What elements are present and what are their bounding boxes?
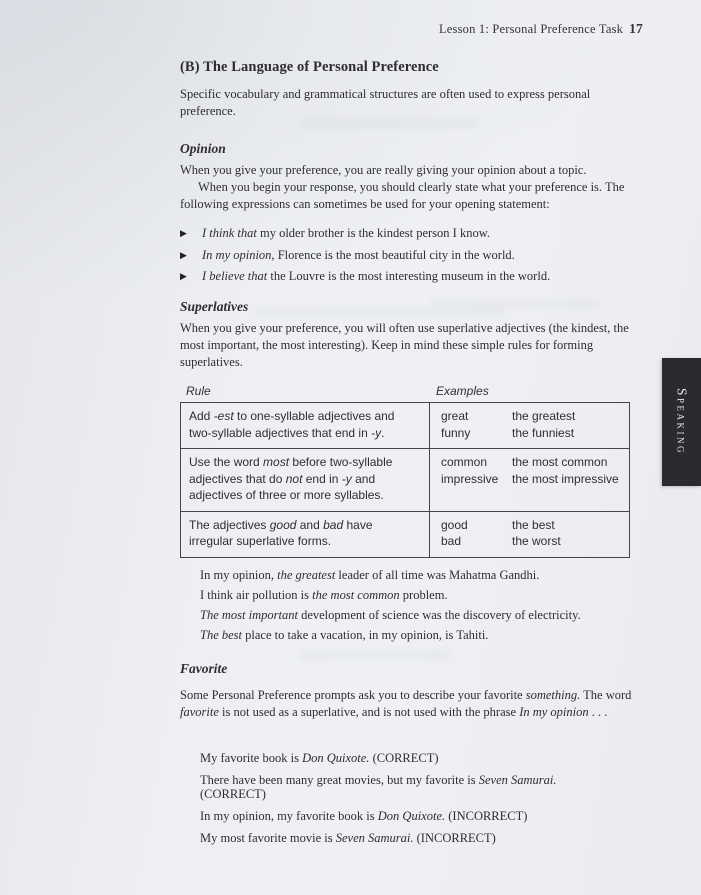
- bullet-text: I think that my older brother is the kindest person I know.: [202, 226, 491, 240]
- favorite-paragraph: Some Personal Preference prompts ask you to describe your favorite something. The word favorite is not used as a superlative, and is not used with the phrase In my opinion . . .: [180, 688, 632, 719]
- table-column-header-examples: Examples: [436, 384, 489, 398]
- page-header: [439, 21, 643, 37]
- examples-cell: [430, 512, 629, 557]
- favorite-example-line: My favorite book is Don Quixote. (CORRECT): [200, 751, 439, 765]
- example-word: bad: [441, 534, 462, 548]
- superlative-example-line: The best place to take a vacation, in my opinion, is Tahiti.: [200, 628, 489, 642]
- triangle-bullet-icon: ▶: [180, 271, 187, 281]
- running-head-title: Lesson 1: Personal Preference Task: [438, 22, 624, 36]
- preference-expression-list: [180, 226, 644, 291]
- example-word: great: [441, 409, 469, 423]
- section-title: (B) The Language of Personal Preference: [180, 59, 439, 75]
- examples-cell: [430, 403, 629, 448]
- bullet-text: In my opinion, Florence is the most beautiful city in the world.: [202, 247, 515, 262]
- rule-cell: Use the word most before two-syllable adjectives that do not end in -y and adjectives of three or more syllables.: [181, 449, 430, 511]
- bullet-item: [180, 269, 644, 284]
- table-row: [181, 403, 629, 449]
- example-result: the most impressive: [512, 471, 619, 486]
- examples-cell: [430, 449, 629, 511]
- favorite-example-line: (CORRECT): [200, 787, 266, 801]
- favorite-example-sentences: [200, 751, 650, 853]
- favorite-example-line: In my opinion, my favorite book is Don Quixote. (INCORRECT): [200, 809, 528, 823]
- superlatives-paragraph: When you give your preference, you will often use superlative adjectives (the kindest, the most important, the most interesting). Keep in mind these simple rules for forming superlatives.: [180, 321, 629, 369]
- speaking-tab-label: Speaking: [674, 388, 690, 456]
- favorite-example-line: My most favorite movie is Seven Samurai. (INCORRECT): [200, 831, 496, 845]
- example-word: impressive: [441, 471, 499, 486]
- superlative-example-line: I think air pollution is the most common problem.: [200, 588, 448, 602]
- favorite-example-line: There have been many great movies, but my favorite is Seven Samurai.: [200, 773, 557, 787]
- bullet-item: [180, 248, 644, 263]
- page-number: 17: [629, 21, 643, 36]
- speaking-section-tab: [662, 358, 701, 486]
- opinion-paragraph-2: When you begin your response, you should clearly state what your preference is. The following expressions can sometimes be used for your opening statement:: [180, 180, 625, 211]
- example-result: the worst: [512, 534, 561, 548]
- favorite-heading: Favorite: [180, 661, 228, 676]
- triangle-bullet-icon: ▶: [180, 228, 187, 238]
- triangle-bullet-icon: ▶: [180, 249, 187, 260]
- example-result: the funniest: [512, 425, 575, 440]
- superlative-example-sentences: [200, 565, 644, 645]
- table-row: [181, 512, 629, 557]
- opinion-heading: Opinion: [180, 141, 226, 156]
- superlative-example-line: The most important development of science was the discovery of electricity.: [200, 608, 581, 622]
- example-word: good: [441, 517, 468, 532]
- example-result: the most common: [512, 455, 608, 469]
- example-result: the best: [512, 517, 555, 532]
- example-word: common: [441, 455, 488, 469]
- table-row: [181, 449, 629, 512]
- table-column-header-rule: Rule: [186, 384, 211, 398]
- superlative-example-line: In my opinion, the greatest leader of all time was Mahatma Gandhi.: [200, 568, 540, 582]
- intro-paragraph: Specific vocabulary and grammatical structures are often used to express personal preference.: [180, 87, 591, 118]
- rule-cell: The adjectives good and bad have irregular superlative forms.: [181, 512, 430, 557]
- opinion-paragraphs: [180, 162, 644, 213]
- bullet-item: [180, 226, 644, 241]
- rule-cell: Add -est to one-syllable adjectives and two-syllable adjectives that end in -y.: [181, 403, 430, 448]
- superlatives-heading: Superlatives: [180, 299, 249, 314]
- superlatives-rules-table: [180, 402, 630, 558]
- scan-artifact: [300, 650, 450, 659]
- bullet-text: I believe that the Louvre is the most interesting museum in the world.: [202, 269, 551, 283]
- opinion-paragraph-1: When you give your preference, you are really giving your opinion about a topic.: [180, 163, 587, 177]
- example-result: the greatest: [512, 409, 576, 423]
- example-word: funny: [441, 425, 471, 440]
